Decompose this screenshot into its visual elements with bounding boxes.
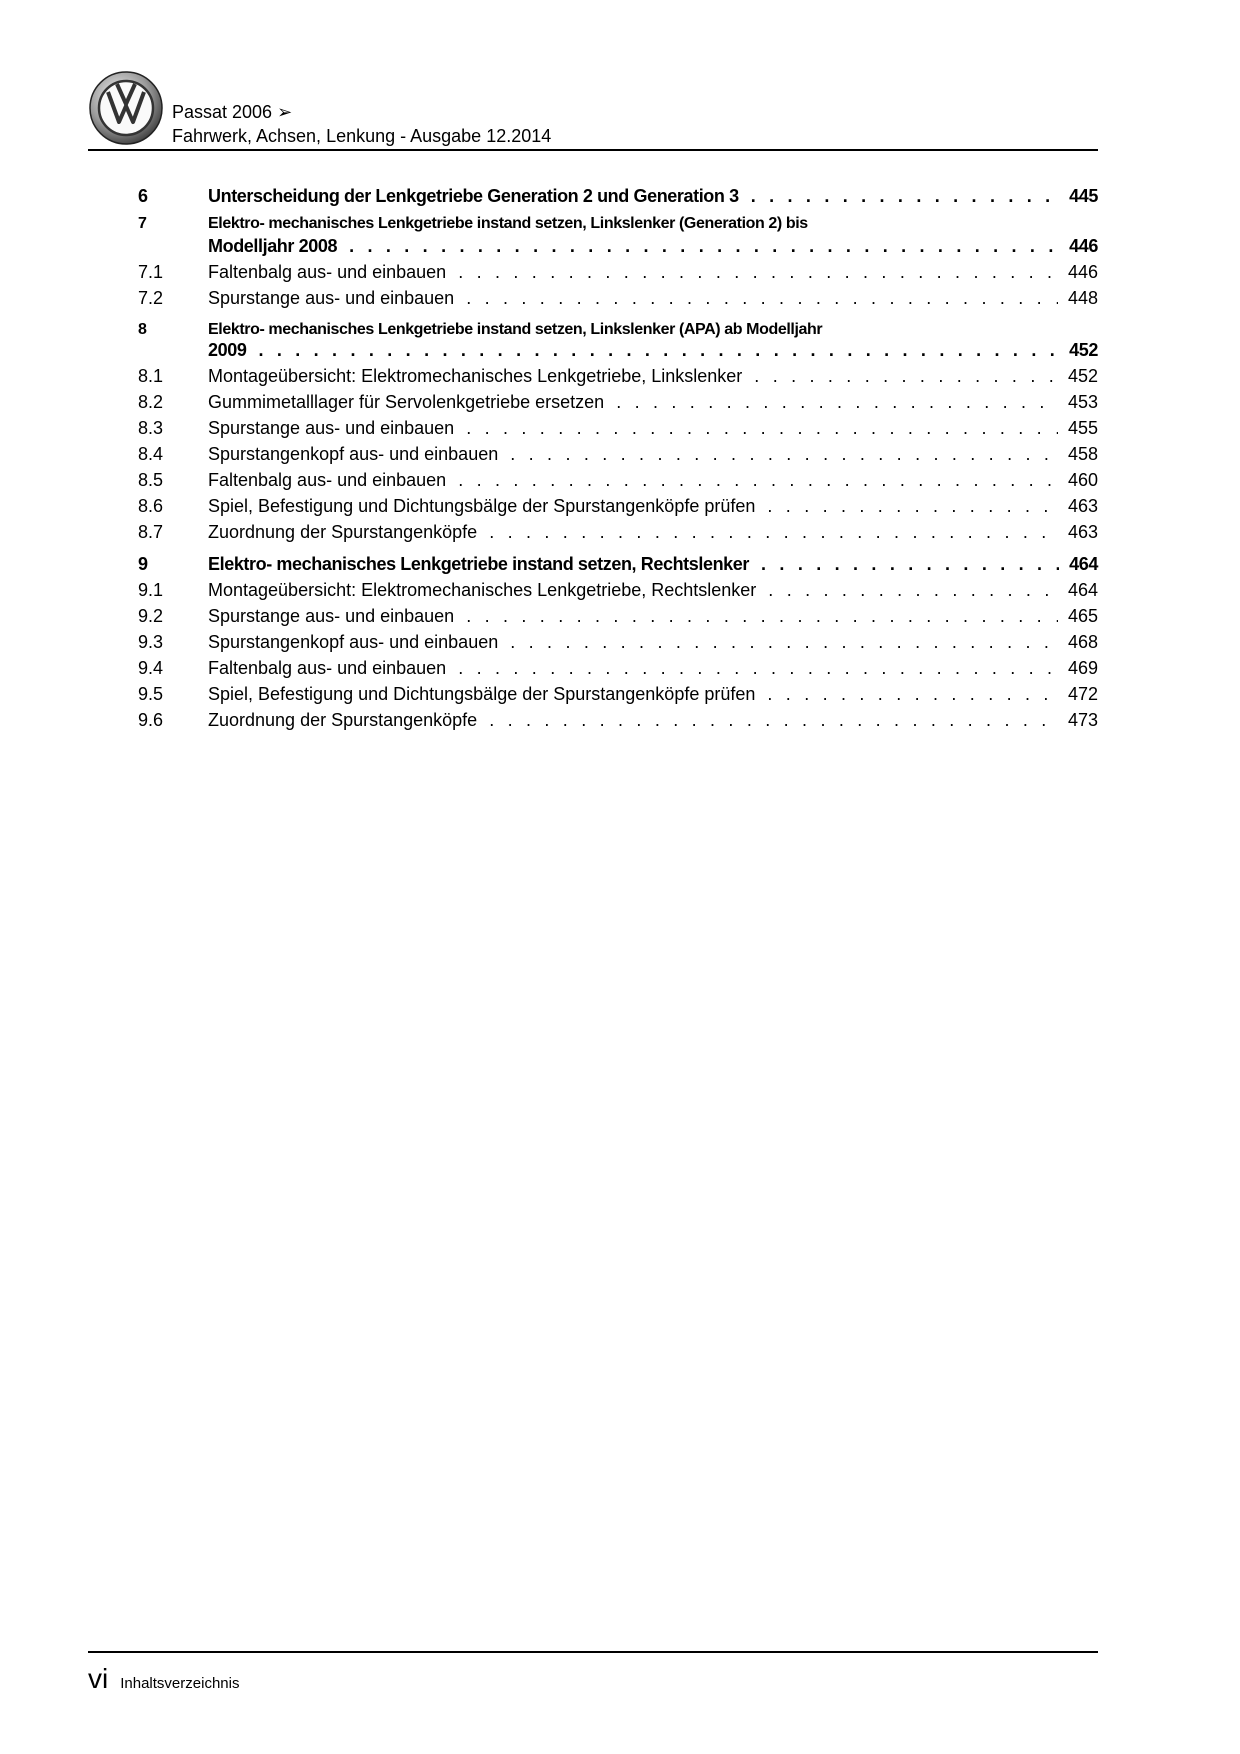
toc-title: Faltenbalg aus- und einbauen [208,470,447,490]
header-rule [88,149,1098,151]
toc-item-8-3[interactable] [138,413,1098,439]
toc-item-8-1[interactable] [138,361,1098,387]
vw-logo-icon [88,70,164,146]
toc-title-line2: 2009 [208,340,247,360]
toc-title-line1: Elektro- mechanisches Lenkgetriebe instand setzen, Linkslenker (Generation 2) bis [208,215,808,232]
toc-page: 472 [1067,684,1098,704]
toc-chapter-7[interactable] [138,209,1098,257]
toc-number: 7.1 [138,262,164,282]
toc-leader [466,287,1058,309]
toc-number: 9 [138,554,148,574]
toc-title: Faltenbalg aus- und einbauen [208,658,447,678]
toc-title: Spiel, Befestigung und Dichtungsbälge der Spurstangenköpfe prüfen [208,684,756,704]
toc-title-line2: Modelljahr 2008 [208,236,338,256]
toc-number: 7 [138,215,147,232]
toc-leader [258,339,1059,361]
toc-page: 463 [1067,496,1098,516]
toc-page: 458 [1067,444,1098,464]
toc-item-7-2[interactable] [138,283,1098,309]
header-subtitle: Fahrwerk, Achsen, Lenkung - Ausgabe 12.2014 [172,126,552,146]
toc-number: 8.1 [138,366,164,386]
toc-leader [767,683,1058,705]
toc-chapter-6[interactable] [138,181,1098,207]
table-of-contents [138,181,1098,731]
toc-leader [751,185,1059,207]
toc-title: Faltenbalg aus- und einbauen [208,262,447,282]
toc-page: 455 [1067,418,1098,438]
toc-leader [458,261,1058,283]
toc-page: 469 [1067,658,1098,678]
toc-number: 8 [138,321,147,338]
toc-leader [458,469,1058,491]
toc-page: 453 [1067,392,1098,412]
toc-page: 460 [1067,470,1098,490]
toc-title: Montageübersicht: Elektromechanisches Lenkgetriebe, Rechtslenker [208,580,757,600]
toc-title: Spurstange aus- und einbauen [208,288,455,308]
toc-title: Zuordnung der Spurstangenköpfe [208,710,478,730]
toc-chapter-8[interactable] [138,315,1098,361]
toc-item-9-3[interactable] [138,627,1098,653]
toc-page: 464 [1067,580,1098,600]
toc-title-line1: Elektro- mechanisches Lenkgetriebe instand setzen, Linkslenker (APA) ab Modelljahr [208,321,823,338]
toc-number: 8.4 [138,444,164,464]
toc-page: 473 [1067,710,1098,730]
page-header [88,70,1098,152]
footer-page-number: vi [88,1663,109,1694]
toc-title: Montageübersicht: Elektromechanisches Lenkgetriebe, Linkslenker [208,366,743,386]
toc-leader [510,443,1058,465]
toc-title: Spurstange aus- und einbauen [208,606,455,626]
toc-number: 9.1 [138,580,164,600]
toc-leader [349,235,1059,257]
toc-page: 468 [1067,632,1098,652]
toc-item-9-6[interactable] [138,705,1098,731]
toc-leader [489,521,1058,543]
toc-page: 464 [1069,554,1098,574]
footer-label: Inhaltsverzeichnis [120,1675,240,1692]
toc-item-8-2[interactable] [138,387,1098,413]
toc-title: Zuordnung der Spurstangenköpfe [208,522,478,542]
toc-item-7-1[interactable] [138,257,1098,283]
toc-leader [761,553,1059,575]
footer-rule [88,1651,1098,1653]
toc-leader [768,579,1058,601]
toc-number: 7.2 [138,288,164,308]
toc-item-9-1[interactable] [138,575,1098,601]
toc-number: 9.3 [138,632,164,652]
header-title: Passat 2006 ➢ [172,102,293,122]
toc-title: Gummimetalllager für Servolenkgetriebe ersetzen [208,392,605,412]
toc-number: 6 [138,186,148,206]
toc-leader [466,605,1058,627]
toc-item-9-2[interactable] [138,601,1098,627]
toc-item-8-4[interactable] [138,439,1098,465]
toc-leader [510,631,1058,653]
page-footer [88,1664,239,1694]
toc-page: 465 [1067,606,1098,626]
toc-page: 448 [1067,288,1098,308]
toc-leader [489,709,1058,731]
toc-chapter-9[interactable] [138,549,1098,575]
toc-number: 8.5 [138,470,164,490]
toc-number: 8.6 [138,496,164,516]
toc-title: Spurstange aus- und einbauen [208,418,455,438]
toc-title: Unterscheidung der Lenkgetriebe Generation 2 und Generation 3 [208,186,739,206]
toc-page: 463 [1067,522,1098,542]
toc-page: 452 [1067,366,1098,386]
toc-page: 452 [1069,340,1098,360]
toc-title: Spiel, Befestigung und Dichtungsbälge der Spurstangenköpfe prüfen [208,496,756,516]
toc-number: 9.6 [138,710,164,730]
toc-title: Spurstangenkopf aus- und einbauen [208,632,499,652]
toc-leader [616,391,1058,413]
toc-item-8-5[interactable] [138,465,1098,491]
toc-number: 9.2 [138,606,164,626]
toc-leader [767,495,1058,517]
toc-number: 9.5 [138,684,164,704]
toc-item-8-6[interactable] [138,491,1098,517]
toc-leader [754,365,1058,387]
toc-item-9-4[interactable] [138,653,1098,679]
toc-item-8-7[interactable] [138,517,1098,543]
toc-number: 8.7 [138,522,164,542]
toc-leader [458,657,1058,679]
toc-item-9-5[interactable] [138,679,1098,705]
toc-page: 446 [1069,236,1098,256]
toc-title: Elektro- mechanisches Lenkgetriebe instand setzen, Rechtslenker [208,554,750,574]
toc-number: 8.3 [138,418,164,438]
toc-number: 8.2 [138,392,164,412]
toc-number: 9.4 [138,658,164,678]
toc-leader [466,417,1058,439]
toc-title: Spurstangenkopf aus- und einbauen [208,444,499,464]
toc-page: 446 [1067,262,1098,282]
toc-page: 445 [1069,186,1098,206]
header-text [172,100,551,148]
